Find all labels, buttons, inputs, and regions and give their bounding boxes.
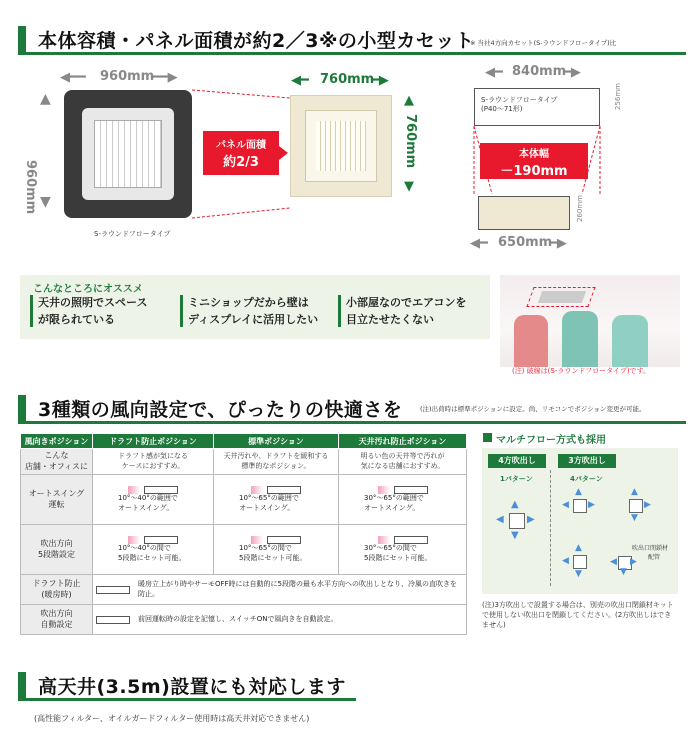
dim-arrow-up: ▲ — [40, 91, 51, 107]
width-reduction-badge — [480, 143, 588, 179]
airflow-diagram — [96, 616, 130, 624]
right-dim-top: 256mm — [614, 83, 622, 110]
mid-arrow-left: ◀━ — [291, 73, 309, 88]
section2-title: 3種類の風向設定で、ぴったりの快適さを — [38, 399, 403, 421]
mid-arrow-right: ━▶ — [371, 73, 389, 88]
table-cell: 10°〜65°の間で 5段階にセット可能。 — [214, 525, 339, 575]
left-width-dim: 960mm — [100, 69, 155, 84]
table-cell: 明るい色の天井等で汚れが 気になる店舗におすすめ。 — [339, 449, 467, 475]
airflow-diagram — [217, 536, 335, 544]
mid-arrow-up: ▲ — [404, 93, 414, 108]
left-height-dim: 960mm — [23, 160, 38, 215]
mid-unit-panel — [290, 95, 392, 197]
right-bottom-arrow-right: ━▶ — [549, 236, 567, 251]
unit-3way: ▼ ◀ ▶ — [610, 557, 637, 577]
right-box-label2: (P40〜71形) — [481, 105, 523, 113]
airflow-diagram — [217, 486, 335, 494]
table-header: 標準ポジション — [214, 434, 339, 449]
row-head: こんな 店舗・オフィスに — [21, 449, 93, 475]
badge-line2: －190mm — [500, 164, 568, 179]
dim-arrow-right-top: ━━▶ — [152, 70, 178, 85]
section2-note: (注)出荷時は標準ポジションに設定。尚、リモコンでポジション変更が可能。 — [420, 405, 646, 413]
callout-line2: 約2/3 — [223, 155, 259, 170]
header-rule — [18, 52, 686, 55]
row-head: 吹出方向 5段階設定 — [21, 525, 93, 575]
unit-3way: ▲ ◀ ▶ — [562, 488, 598, 524]
right-bottom-arrow-left: ◀━ — [470, 236, 488, 251]
mid-height-dim: 760mm — [403, 114, 418, 169]
wind-direction-table — [20, 433, 467, 635]
mint-coat — [612, 315, 648, 367]
left-unit-grille — [94, 120, 162, 188]
ceiling-unit — [538, 291, 586, 303]
section3-note: (高性能フィルター、オイルガードフィルター使用時は高天井対応できません) — [34, 714, 310, 723]
badge-line1: 本体幅 — [519, 149, 549, 160]
store-photo — [500, 275, 680, 367]
photo-note: (注) 破線は(S-ラウンドフロータイプ)です。 — [512, 367, 650, 375]
airflow-diagram — [342, 486, 463, 494]
airflow-diagram — [342, 536, 463, 544]
table-cell: 30°〜65°の間で 5段階にセット可能。 — [339, 525, 467, 575]
table-cell-wide: 暖房立上がり時やサーモOFF時には自動的に5段階の最も水平方向への吹出しとなり、冷風の直吹きを防止。 — [93, 575, 467, 605]
table-row — [21, 525, 467, 575]
row-head: オートスイング 運転 — [21, 475, 93, 525]
table-cell: 天井汚れや、ドラフトを緩和する 標準的なポジション。 — [214, 449, 339, 475]
table-cell: 10°〜40°の範囲で オートスイング。 — [93, 475, 214, 525]
airflow-diagram — [96, 586, 130, 594]
tag-4way: 4方吹出し — [488, 454, 546, 468]
tag-3way: 3方吹出し — [558, 454, 616, 468]
multiflow-note: (注)3方吹出しで設置する場合は、別売の吹出口閉鎖材キットで使用しない吹出口を閉鎖してください。(2方吹出しはできません) — [482, 601, 674, 630]
legend-piping: 配管 — [648, 554, 661, 561]
unit-3way: ▲ ▼ ◀ — [562, 544, 598, 580]
table-row — [21, 605, 467, 635]
pink-coat — [514, 315, 548, 367]
unit-4way: ▲ ▼ ◀ ▶ — [496, 499, 535, 541]
airflow-diagram — [96, 536, 210, 544]
mid-width-dim: 760mm — [320, 72, 375, 87]
recommend-box — [20, 275, 490, 339]
recommend-item-1: 天井の照明でスペース が限られている — [38, 296, 148, 326]
pattern-3way: 4パターン — [570, 475, 603, 483]
table-header-row — [21, 434, 467, 449]
recommend-item-2: ミニショップだから壁は ディスプレイに活用したい — [188, 296, 319, 326]
table-cell: 30°〜65°の範囲で オートスイング。 — [339, 475, 467, 525]
row-head: 吹出方向 自動設定 — [21, 605, 93, 635]
right-lower-box — [478, 196, 570, 230]
right-box-label1: S-ラウンドフロータイプ — [481, 96, 558, 104]
mid-arrow-down: ▼ — [404, 179, 414, 194]
table-header: 風向きポジション — [21, 434, 93, 449]
section1-note: ※ 当社4方向カセット(S-ラウンドフロータイプ)比 — [470, 39, 617, 47]
section3-title: 高天井(3.5m)設置にも対応します — [38, 676, 346, 698]
row-head: ドラフト防止 (暖房時) — [21, 575, 93, 605]
left-unit-caption: S-ラウンドフロータイプ — [94, 230, 171, 238]
table-row — [21, 475, 467, 525]
panel-area-callout — [203, 131, 279, 175]
table-row — [21, 575, 467, 605]
callout-pointer — [279, 146, 288, 160]
table-cell: ドラフト感が気になる ケースにおすすめ。 — [93, 449, 214, 475]
right-upper-box — [474, 88, 600, 126]
teal-coat — [562, 311, 598, 367]
right-arrow-right: ━▶ — [563, 65, 581, 80]
table-cell: 10°〜65°の範囲で オートスイング。 — [214, 475, 339, 525]
left-unit-panel — [64, 90, 192, 218]
multiflow-bullet — [483, 433, 492, 442]
dim-arrow-left-top: ◀━━ — [60, 70, 86, 85]
pattern-4way: 1パターン — [500, 475, 533, 483]
multiflow-box — [482, 448, 678, 594]
table-cell-wide: 前回運転時の設定を記憶し、スイッチONで風向きを自動設定。 — [93, 605, 467, 635]
table-cell: 10°〜40°の間で 5段階にセット可能。 — [93, 525, 214, 575]
dim-arrow-down: ▼ — [40, 194, 51, 210]
callout-line1: パネル面積 — [216, 140, 266, 151]
right-bottom-width-dim: 650mm — [498, 235, 553, 250]
multiflow-title: マルチフロー方式も採用 — [496, 435, 606, 446]
right-dim-bottom: 260mm — [576, 195, 584, 222]
unit-3way: ▲ ▼ ▶ — [631, 487, 651, 523]
section1-title: 本体容積・パネル面積が約2／3※の小型カセット — [38, 30, 475, 52]
right-arrow-left: ◀━ — [485, 65, 503, 80]
recommend-title: こんなところにオススメ — [33, 284, 143, 295]
table-row — [21, 449, 467, 475]
airflow-diagram — [96, 486, 210, 494]
mid-unit-grille — [316, 121, 366, 171]
table-header: ドラフト防止ポジション — [93, 434, 214, 449]
table-header: 天井汚れ防止ポジション — [339, 434, 467, 449]
header-accent — [18, 26, 26, 52]
recommend-item-3: 小部屋なのでエアコンを 目立たせたくない — [346, 296, 467, 326]
right-top-width-dim: 840mm — [512, 64, 567, 79]
legend-closure: 吹出口閉鎖材 — [632, 545, 669, 552]
